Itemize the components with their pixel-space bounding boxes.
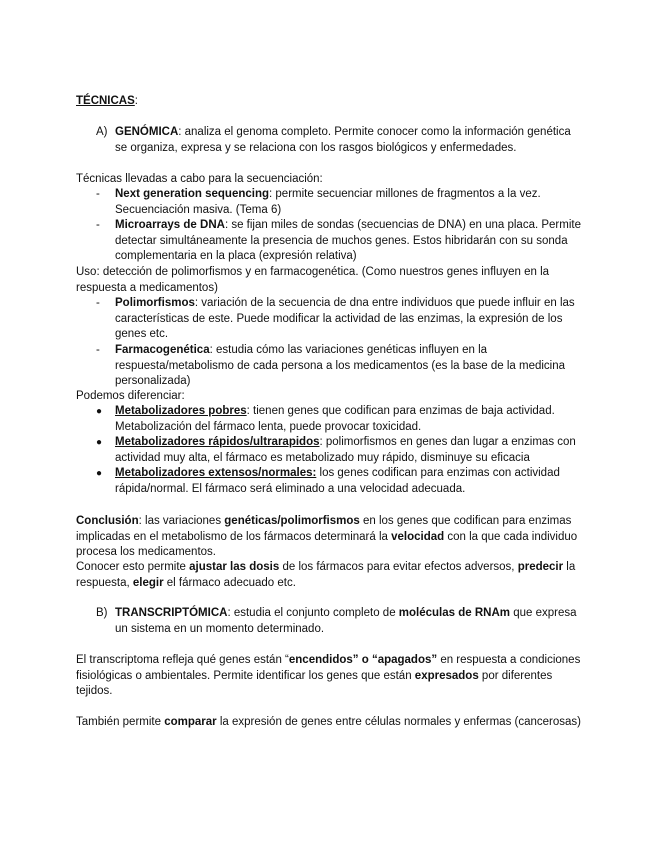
podemos-diferenciar: Podemos diferenciar: [76,390,185,402]
list-item-farmacogenetica: - Farmacogenética: estudia cómo las variaciones genéticas influyen en la respuesta/metabolismo de cada persona a los medicamentos (es la base de la medicina personalizada) [96,344,566,388]
list-item-metab-rapidos: ● Metabolizadores rápidos/ultrarapidos: polimorfismos en genes dan lugar a enzimas con actividad muy alta, el fármaco es metabolizado muy rápido, disminuye su eficacia [96,436,576,464]
transcriptoma-paragraph: El transcriptoma refleja qué genes están “encendidos” o “apagados” en respuesta a condiciones fisiológicas o ambientales. Permite identificar los genes que están expresados por diferentes tejidos. [76,654,581,698]
conocer-paragraph: Conocer esto permite ajustar las dosis de los fármacos para evitar efectos adversos, predecir la respuesta, elegir el fármaco adecuado etc. [76,561,576,589]
techniques-intro: Técnicas llevadas a cabo para la secuenciación: [76,173,323,185]
list-item-ngs: - Next generation sequencing: permite secuenciar millones de fragmentos a la vez. Secuenciación masiva. (Tema 6) [96,188,541,216]
section-a-genomica: A) GENÓMICA: analiza el genoma completo. Permite conocer como la información genética se organiza, expresa y se relaciona con los rasgos biológicos y enfermedades. [96,126,571,154]
section-b-transcriptomica: B) TRANSCRIPTÓMICA: estudia el conjunto completo de moléculas de RNAm que expresa un sistema en un momento determinado. [96,607,577,635]
conclusion-paragraph: Conclusión: las variaciones genéticas/polimorfismos en los genes que codifican para enzimas implicadas en el metabolismo de los fármacos determinará la velocidad con la que cada individuo procesa los medicamentos. [76,515,578,559]
comparar-paragraph: También permite comparar la expresión de genes entre células normales y enfermas (cancerosas) [76,716,581,728]
list-item-metab-extensos: ● Metabolizadores extensos/normales: los genes codifican para enzimas con actividad rápida/normal. El fármaco será eliminado a una velocidad adecuada. [96,467,560,495]
list-item-polimorfismos: - Polimorfismos: variación de la secuencia de dna entre individuos que puede influir en las características de este. Puede modificar la actividad de las enzimas, la expresión de los genes etc. [96,297,575,341]
uso-paragraph: Uso: detección de polimorfismos y en farmacogenética. (Como nuestros genes influyen en la respuesta a medicamentos) [76,266,550,294]
list-item-metab-pobres: ● Metabolizadores pobres: tienen genes que codifican para enzimas de baja actividad. Metabolización del fármaco lenta, puede provocar toxicidad. [96,405,555,433]
list-item-microarrays: - Microarrays de DNA: se fijan miles de sondas (secuencias de DNA) en una placa. Permite detectar simultáneamente la presencia de muchos genes. Estos hibridarán con su sonda complementaria en la placa (expresión relativa) [96,219,581,263]
section-heading: TÉCNICAS: [76,95,138,107]
